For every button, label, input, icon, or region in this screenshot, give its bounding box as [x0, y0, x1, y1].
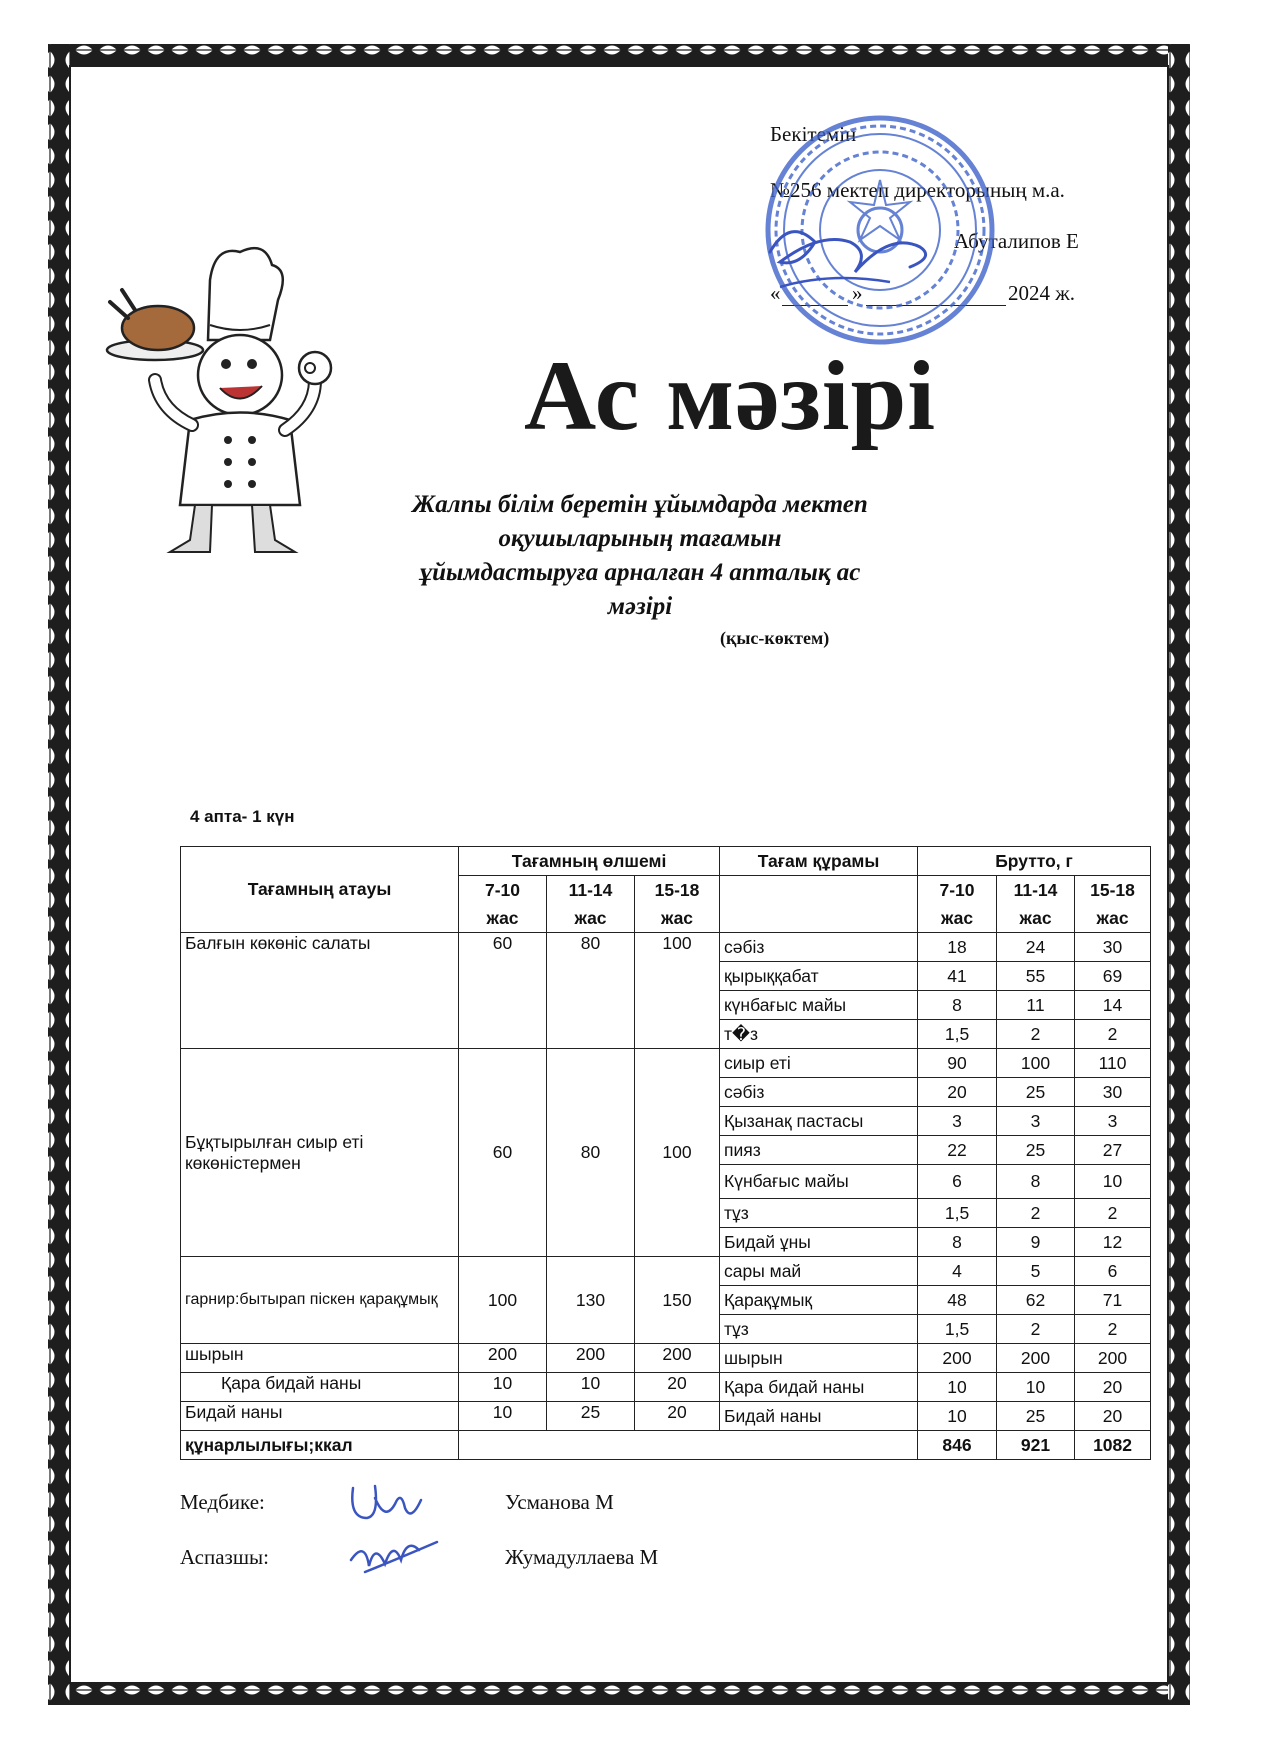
- ingredient-name: тұз: [720, 1199, 918, 1228]
- total-label: құнарлылығы;ккал: [181, 1431, 459, 1460]
- cook-role: Аспазшы:: [180, 1545, 269, 1569]
- ingredient-brutto: 10: [918, 1373, 997, 1402]
- ingredient-brutto: 8: [918, 1228, 997, 1257]
- header-portion: Тағамның өлшемі: [459, 847, 720, 876]
- ingredient-brutto: 55: [997, 962, 1075, 991]
- age-unit: жас: [486, 908, 519, 928]
- dish-portion: 200: [459, 1344, 547, 1373]
- ingredient-brutto: 3: [918, 1107, 997, 1136]
- ingredient-brutto: 4: [918, 1257, 997, 1286]
- age-label: 15-18: [654, 880, 700, 900]
- ingredient-brutto: 9: [997, 1228, 1075, 1257]
- ingredient-brutto: 25: [997, 1136, 1075, 1165]
- approval-line-2: №256 мектеп директорының м.а.: [770, 178, 1065, 202]
- dish-portion: 20: [635, 1402, 720, 1431]
- subtitle-line-4: мәзірі: [607, 593, 673, 620]
- dish-portion: 20: [635, 1373, 720, 1402]
- ingredient-brutto: 10: [1075, 1165, 1151, 1199]
- director-signature: [760, 212, 960, 302]
- dish-portion: 100: [459, 1257, 547, 1344]
- age-unit: жас: [1019, 908, 1052, 928]
- ingredient-name: сәбіз: [720, 933, 918, 962]
- ingredient-brutto: 69: [1075, 962, 1151, 991]
- ingredient-brutto: 20: [1075, 1402, 1151, 1431]
- ingredient-name: т�з: [720, 1020, 918, 1049]
- ingredient-brutto: 14: [1075, 991, 1151, 1020]
- nurse-name: Усманова М: [505, 1490, 614, 1514]
- dish-portion: 10: [459, 1402, 547, 1431]
- dish-portion: 100: [635, 933, 720, 1049]
- age-unit: жас: [574, 908, 607, 928]
- table-row: [181, 1049, 1151, 1078]
- table-row: [181, 1402, 1151, 1431]
- ingredient-brutto: 8: [918, 991, 997, 1020]
- ingredient-name: күнбағыс майы: [720, 991, 918, 1020]
- header-dish-name: Тағамның атауы: [181, 847, 459, 933]
- total-value-11-14: 921: [997, 1431, 1075, 1460]
- dish-name: Бұқтырылған сиыр еті көкөністермен: [181, 1049, 459, 1257]
- ingredient-brutto: 48: [918, 1286, 997, 1315]
- header-age-7-10: [459, 876, 547, 933]
- ingredient-brutto: 3: [997, 1107, 1075, 1136]
- day-label: 4 апта- 1 күн: [190, 807, 295, 826]
- age-label: 7-10: [484, 880, 521, 900]
- age-label: 11-14: [568, 880, 613, 900]
- nurse-signature: [345, 1478, 435, 1528]
- table-row: [181, 1344, 1151, 1373]
- ingredient-brutto: 2: [1075, 1020, 1151, 1049]
- ingredient-brutto: 25: [997, 1402, 1075, 1431]
- cook-name: Жумадуллаева М: [505, 1545, 659, 1569]
- subtitle-line-2: оқушыларының тағамын: [498, 525, 782, 552]
- ingredient-brutto: 2: [997, 1199, 1075, 1228]
- ingredient-brutto: 90: [918, 1049, 997, 1078]
- menu-table: [180, 846, 1151, 1460]
- dish-portion: 60: [459, 933, 547, 1049]
- dish-portion: 200: [635, 1344, 720, 1373]
- dish-name: шырын: [181, 1344, 459, 1373]
- header-composition: Тағам құрамы: [720, 847, 918, 876]
- ingredient-brutto: 200: [1075, 1344, 1151, 1373]
- ingredient-name: сиыр еті: [720, 1049, 918, 1078]
- table-header-row-1: [181, 847, 1151, 876]
- ingredient-brutto: 30: [1075, 1078, 1151, 1107]
- ingredient-brutto: 20: [1075, 1373, 1151, 1402]
- ingredient-brutto: 10: [918, 1402, 997, 1431]
- dish-name: Қара бидай наны: [181, 1373, 459, 1402]
- subtitle-line-3: ұйымдастыруға арналған 4 апталық ас: [419, 559, 861, 586]
- header-age-11-14: [547, 876, 635, 933]
- dish-name: Бидай наны: [181, 1402, 459, 1431]
- ingredient-name: сәбіз: [720, 1078, 918, 1107]
- dish-name: гарнир:бытырап піскен қарақұмық: [181, 1257, 459, 1344]
- ingredient-name: Қара бидай наны: [720, 1373, 918, 1402]
- ingredient-brutto: 18: [918, 933, 997, 962]
- ingredient-brutto: 6: [918, 1165, 997, 1199]
- header-composition-blank: [720, 876, 918, 933]
- age-unit: жас: [660, 908, 694, 928]
- ingredient-name: Қарақұмық: [720, 1286, 918, 1315]
- dish-portion: 60: [459, 1049, 547, 1257]
- ingredient-brutto: 200: [918, 1344, 997, 1373]
- ingredient-name: шырын: [720, 1344, 918, 1373]
- header-brutto-age-7-10: [918, 876, 997, 933]
- ingredient-brutto: 1,5: [918, 1199, 997, 1228]
- ingredient-brutto: 1,5: [918, 1315, 997, 1344]
- menu-table-body: [181, 933, 1151, 1431]
- dish-portion: 200: [547, 1344, 635, 1373]
- approval-line-3: Абуталипов Е: [954, 229, 1079, 253]
- ingredient-name: Бидай ұны: [720, 1228, 918, 1257]
- ingredient-brutto: 2: [1075, 1199, 1151, 1228]
- dish-portion: 100: [635, 1049, 720, 1257]
- ingredient-brutto: 200: [997, 1344, 1075, 1373]
- table-total-row: [181, 1431, 1151, 1460]
- ingredient-brutto: 71: [1075, 1286, 1151, 1315]
- subtitle-line-1: Жалпы білім беретін ұйымдарда мектеп: [412, 491, 868, 518]
- ingredient-name: тұз: [720, 1315, 918, 1344]
- dish-portion: 150: [635, 1257, 720, 1344]
- ingredient-brutto: 3: [1075, 1107, 1151, 1136]
- cook-signature: [345, 1530, 445, 1580]
- ingredient-name: Күнбағыс майы: [720, 1165, 918, 1199]
- age-unit: жас: [1096, 908, 1129, 928]
- subtitle: [330, 488, 950, 624]
- dish-portion: 80: [547, 1049, 635, 1257]
- chef-illustration: [100, 240, 360, 570]
- page-title: Ас мәзірі: [524, 340, 936, 451]
- approval-year: 2024 ж.: [1008, 281, 1076, 305]
- ingredient-brutto: 8: [997, 1165, 1075, 1199]
- ingredient-brutto: 10: [997, 1373, 1075, 1402]
- ingredient-brutto: 20: [918, 1078, 997, 1107]
- ingredient-brutto: 27: [1075, 1136, 1151, 1165]
- table-row: [181, 933, 1151, 962]
- approval-line-1: Бекітемін: [770, 122, 857, 146]
- dish-portion: 10: [547, 1373, 635, 1402]
- ingredient-brutto: 11: [997, 991, 1075, 1020]
- dish-name: Балғын көкөніс салаты: [181, 933, 459, 1049]
- dish-portion: 80: [547, 933, 635, 1049]
- ingredient-name: Қызанақ пастасы: [720, 1107, 918, 1136]
- ingredient-name: сары май: [720, 1257, 918, 1286]
- ingredient-brutto: 2: [997, 1020, 1075, 1049]
- age-unit: жас: [940, 908, 974, 928]
- ingredient-brutto: 62: [997, 1286, 1075, 1315]
- ingredient-brutto: 110: [1075, 1049, 1151, 1078]
- ingredient-brutto: 1,5: [918, 1020, 997, 1049]
- dish-portion: 10: [459, 1373, 547, 1402]
- ingredient-name: қырыққабат: [720, 962, 918, 991]
- ingredient-brutto: 5: [997, 1257, 1075, 1286]
- total-blank: [459, 1431, 918, 1460]
- header-brutto-age-11-14: [997, 876, 1075, 933]
- dish-portion: 25: [547, 1402, 635, 1431]
- ingredient-brutto: 2: [1075, 1315, 1151, 1344]
- ingredient-name: Бидай наны: [720, 1402, 918, 1431]
- approval-date-close-quote: »: [852, 281, 863, 305]
- header-age-15-18: [635, 876, 720, 933]
- ingredient-brutto: 12: [1075, 1228, 1151, 1257]
- age-label: 15-18: [1090, 880, 1135, 900]
- dish-portion: 130: [547, 1257, 635, 1344]
- ingredient-brutto: 41: [918, 962, 997, 991]
- ingredient-brutto: 100: [997, 1049, 1075, 1078]
- header-brutto-age-15-18: [1075, 876, 1151, 933]
- total-value-7-10: 846: [918, 1431, 997, 1460]
- age-label: 7-10: [939, 880, 975, 900]
- nurse-role: Медбике:: [180, 1490, 265, 1514]
- season-label: (қыс-көктем): [720, 628, 830, 648]
- header-brutto: Брутто, г: [918, 847, 1151, 876]
- ingredient-brutto: 25: [997, 1078, 1075, 1107]
- table-row: [181, 1373, 1151, 1402]
- ingredient-brutto: 24: [997, 933, 1075, 962]
- ingredient-brutto: 2: [997, 1315, 1075, 1344]
- approval-date-open-quote: «: [770, 281, 781, 305]
- ingredient-name: пияз: [720, 1136, 918, 1165]
- ingredient-brutto: 6: [1075, 1257, 1151, 1286]
- age-label: 11-14: [1013, 880, 1058, 900]
- table-row: [181, 1257, 1151, 1286]
- ingredient-brutto: 22: [918, 1136, 997, 1165]
- total-value-15-18: 1082: [1075, 1431, 1151, 1460]
- ingredient-brutto: 30: [1075, 933, 1151, 962]
